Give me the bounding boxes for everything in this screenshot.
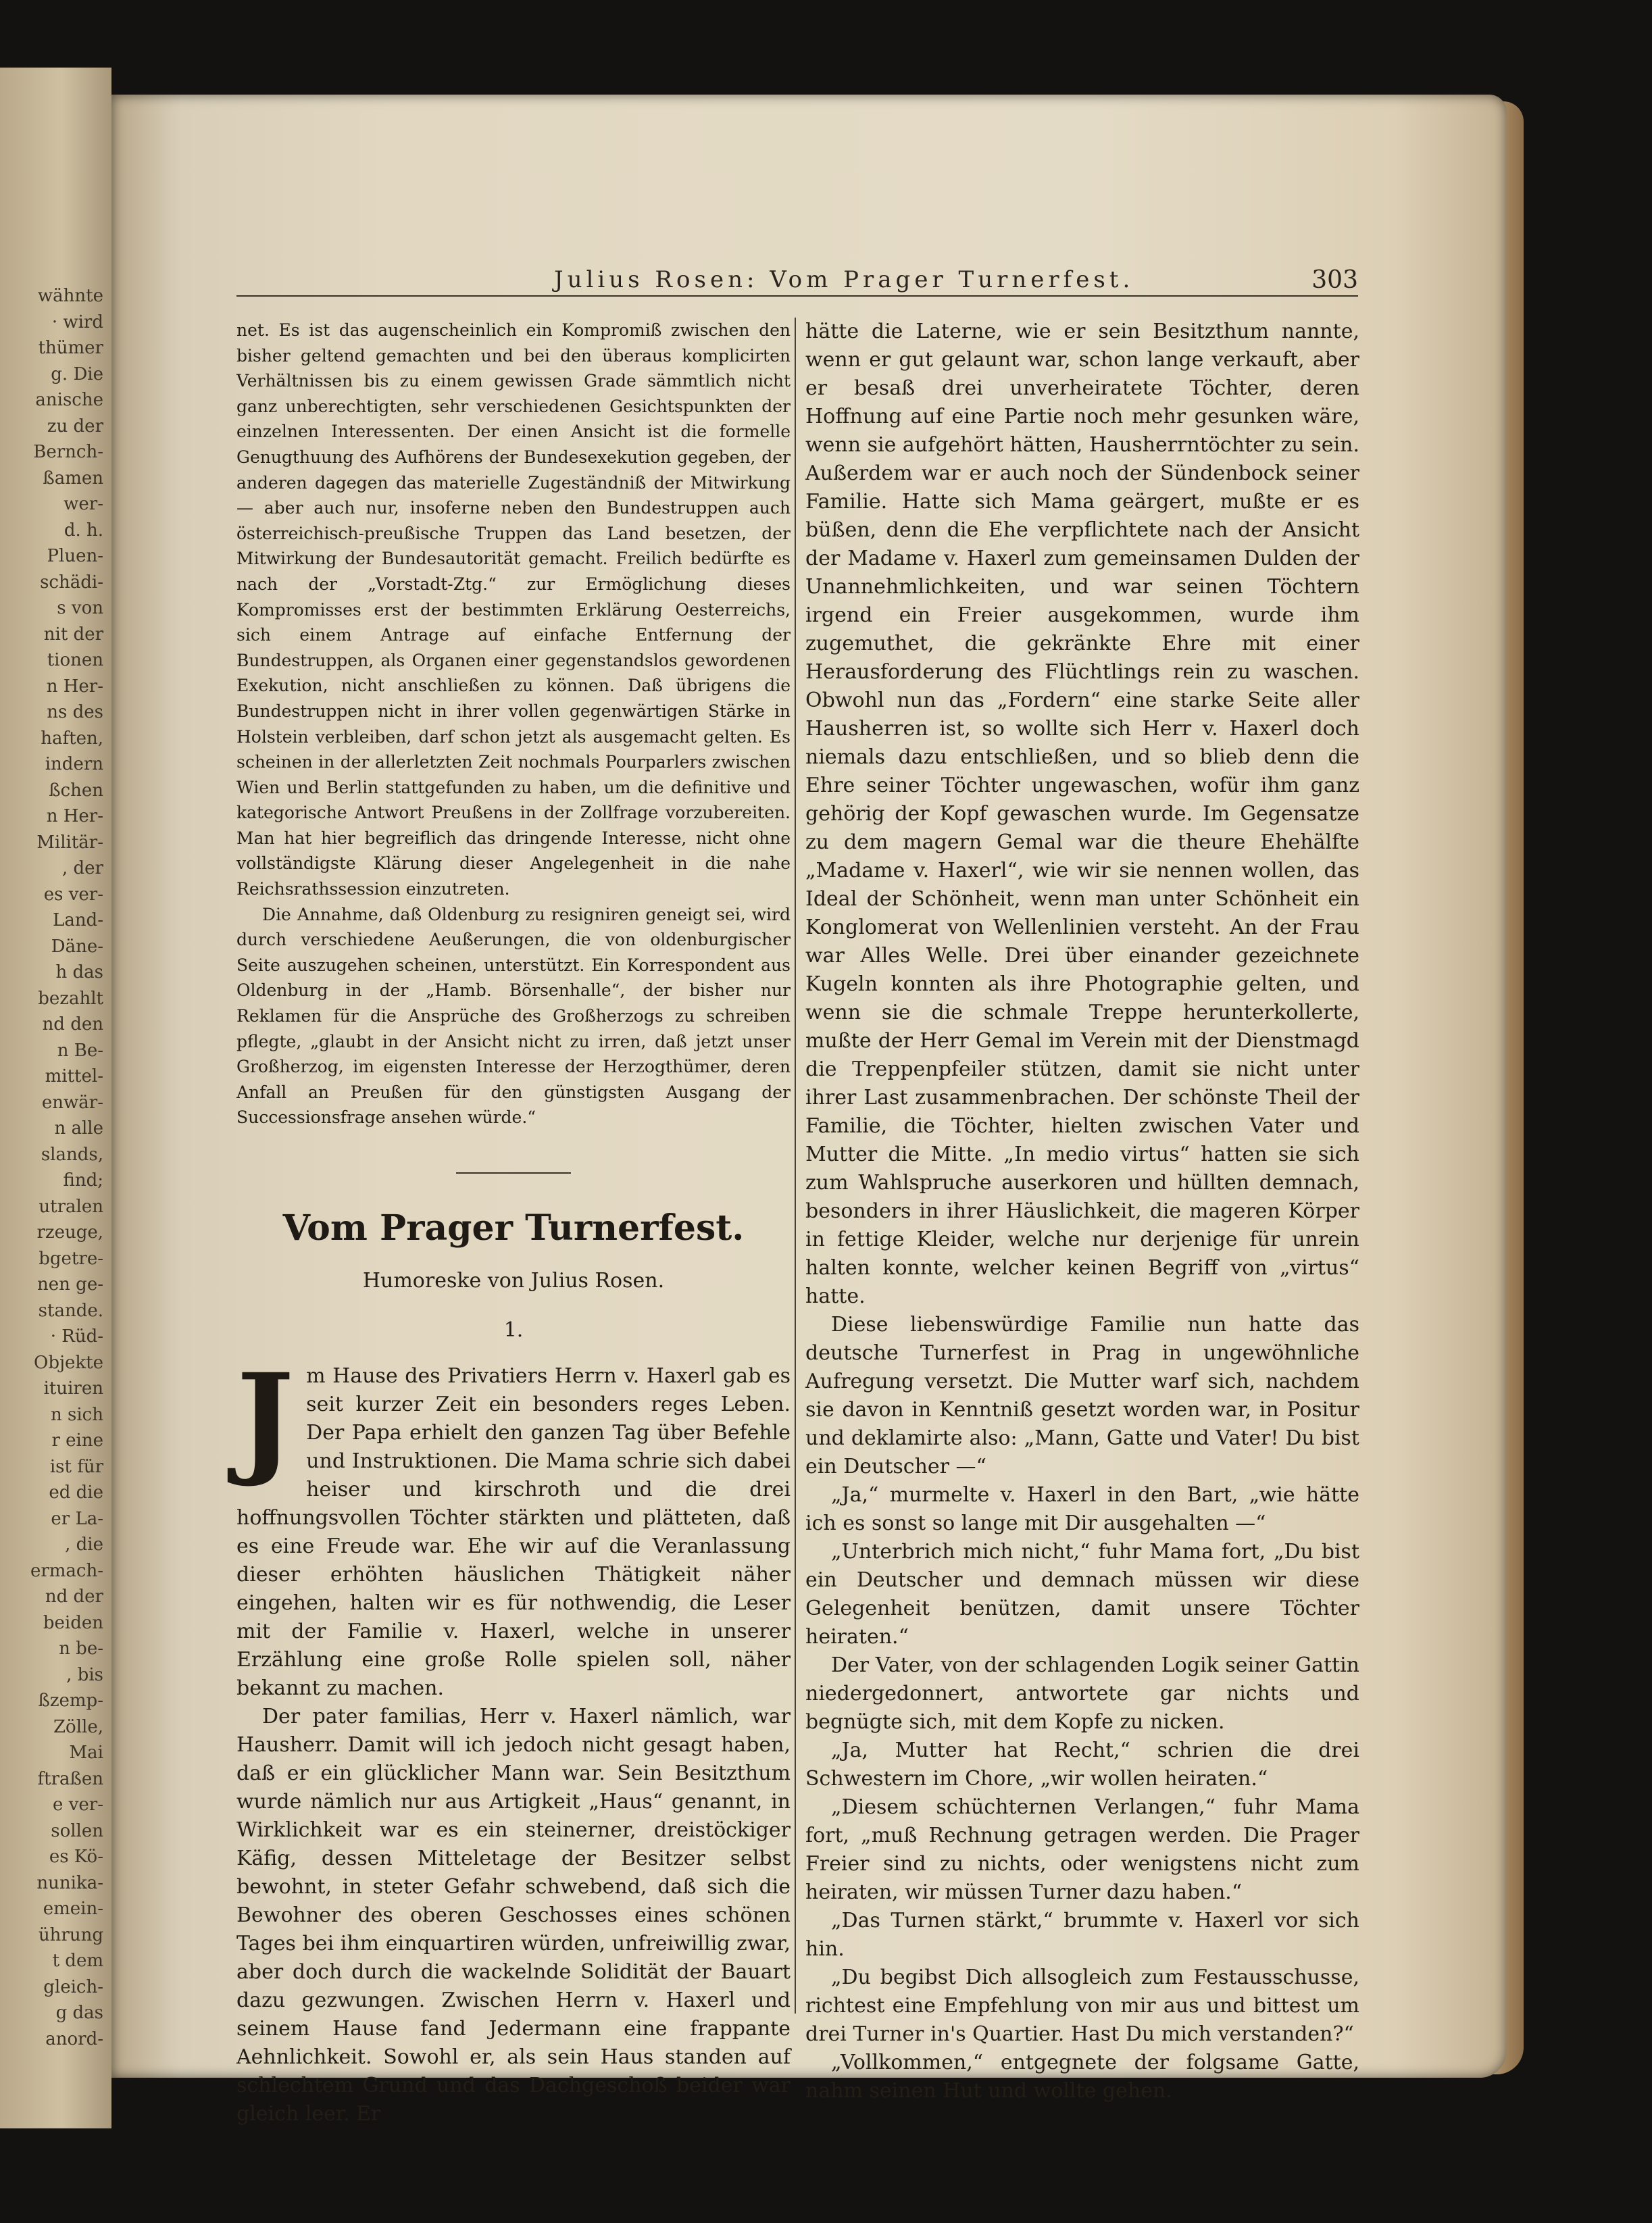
left-page-fragment: wähnte	[37, 286, 103, 306]
left-page-fragment: zu der	[47, 416, 103, 436]
left-page-fragment: utralen	[39, 1196, 103, 1217]
dialogue-paragraph: „Ja,“ murmelte v. Haxerl in den Bart, „wie hätte ich es sonst so lange mit Dir ausgehalten —“	[805, 1483, 1359, 1535]
left-page-fragment: wer-	[64, 494, 103, 514]
left-page-fragment: e ver-	[53, 1795, 103, 1815]
left-page-fragment: nit der	[43, 624, 103, 645]
story-paragraph: Der Vater, von der schlagenden Logik seiner Gattin niedergedonnert, antwortete gar nichts und begnügte sich, mit dem Kopfe zu nicken.	[805, 1653, 1359, 1734]
left-page-fragment: , der	[62, 858, 103, 878]
left-page-fragment: n alle	[54, 1118, 103, 1139]
left-page-fragment: es Kö-	[49, 1847, 103, 1867]
left-page-fragment: · Rüd-	[50, 1326, 103, 1347]
page-number: 303	[1311, 266, 1358, 294]
drop-cap: J	[236, 1347, 295, 1490]
left-page-fragment: ßzemp-	[38, 1691, 103, 1711]
left-page-fragment: ns des	[47, 702, 103, 722]
left-page-fragment: Zölle,	[53, 1716, 103, 1737]
section-divider	[456, 1172, 571, 1174]
left-page-fragment: bgetre-	[39, 1248, 103, 1269]
left-page-fragment: n Be-	[57, 1040, 103, 1061]
left-page-fragment: ßchen	[49, 780, 103, 801]
left-page-edge	[0, 68, 111, 2128]
running-title: Julius Rosen: Vom Prager Turnerfest.	[554, 266, 1134, 293]
left-page-fragment: emein-	[43, 1899, 103, 1919]
dialogue-paragraph: „Ja, Mutter hat Recht,“ schrien die drei Schwestern im Chore, „wir wollen heiraten.“	[805, 1739, 1359, 1791]
left-page-fragment: nd den	[42, 1014, 103, 1034]
story-paragraph: Diese liebenswürdige Familie nun hatte das deutsche Turnerfest in Prag in ungewöhnliche Aufregung versetzt. Die Mutter warf sich, nachdem sie davon in Kenntniß gesetzt worden war, in Positur und deklamirte also: „Mann, Gatte und Vater! Du bist ein Deutscher —“	[805, 1313, 1359, 1478]
left-page-fragment: ührung	[38, 1924, 103, 1945]
left-column	[236, 318, 791, 2128]
dialogue-paragraph: „Unterbrich mich nicht,“ fuhr Mama fort, „Du bist ein Deutscher und demnach müssen wir diese Gelegenheit benützen, damit unsere Töchter heiraten.“	[805, 1540, 1359, 1649]
article-subtitle: Humoreske von Julius Rosen.	[362, 1269, 665, 1293]
left-page-fragment: s von	[57, 598, 103, 618]
left-page-fragment: rzeuge,	[36, 1222, 103, 1243]
section-number: 1.	[503, 1318, 524, 1342]
story-paragraph	[236, 1347, 791, 1703]
left-page-fragment: tionen	[47, 650, 103, 670]
left-page-fragment: mittel-	[45, 1066, 103, 1086]
left-page-fragment: Land-	[53, 910, 103, 930]
story-text: m Hause des Privatiers Herrn v. Haxerl gab es seit kurzer Zeit ein besonders reges Leben. Der Papa erhielt den ganzen Tag über Befehle und Instruktionen. Die Mama schrie sich dabei heiser und kirschroth und die drei hoffnungsvollen Töchter stärkten und plätteten, daß es eine Freude war. Ehe wir auf die Veranlassung dieser erhöhten häuslichen Thätigkeit näher eingehen, halten wir es für nothwendig, die Leser mit der Familie v. Haxerl, welche in unserer Erzählung eine große Rolle spielen soll, näher bekannt zu machen.	[236, 1364, 791, 1700]
column-divider	[795, 318, 796, 2014]
left-page-fragment: h das	[55, 962, 103, 982]
header-rule	[236, 295, 1358, 297]
left-page-fragment: Mai	[69, 1743, 103, 1763]
right-column	[805, 318, 1359, 2105]
dialogue-paragraph: „Vollkommen,“ entgegnete der folgsame Gatte, nahm seinen Hut und wollte gehen.	[805, 2051, 1359, 2103]
news-paragraph: Die Annahme, daß Oldenburg zu resigniren geneigt sei, wird durch verschiedene Aeußerungen, die von oldenburgischer Seite auszugehen scheinen, unterstützt. Ein Korrespondent aus Oldenburg in der „Hamb. Börsenhalle“, der bisher nur Reklamen für die Ansprüche des Großherzogs zu schreiben pflegte, „glaubt in der Ansicht nicht zu irren, daß jetzt unser Großherzog, im eigensten Interesse der Herzogthümer, deren Anfall an Preußen für den günstigsten Ausgang der Successionsfrage ansehen würde.“	[236, 904, 791, 1128]
left-page-fragment: schädi-	[40, 572, 103, 593]
left-page-fragment: t dem	[52, 1951, 103, 1971]
left-page-fragment: ed die	[49, 1482, 103, 1503]
left-page-fragment: nd der	[45, 1587, 103, 1607]
left-page-fragment: anische	[35, 390, 103, 410]
left-page-fragment: , die	[65, 1534, 103, 1555]
left-page-fragment: n Her-	[46, 806, 103, 826]
left-page-fragment: slands,	[41, 1144, 103, 1165]
left-page-fragment: indern	[45, 754, 103, 774]
left-page-fragment: d. h.	[64, 520, 103, 541]
left-page-fragment: g das	[55, 2003, 103, 2023]
left-page-fragment: find;	[63, 1170, 103, 1191]
left-page-fragment: Däne-	[51, 936, 103, 957]
left-page-fragment: enwär-	[41, 1092, 103, 1113]
left-page-fragment: ermach-	[30, 1560, 103, 1581]
left-page-fragment: ituiren	[43, 1378, 103, 1399]
left-page-fragment: ßamen	[43, 468, 103, 489]
left-page-fragment: r eine	[51, 1430, 103, 1451]
left-page-fragment: g. Die	[51, 364, 103, 384]
dialogue-paragraph: „Das Turnen stärkt,“ brummte v. Haxerl vor sich hin.	[805, 1909, 1359, 1961]
left-page-fragment: gleich-	[43, 1976, 103, 1997]
left-page-fragment: n be-	[59, 1639, 103, 1659]
left-page-fragment: Militär-	[36, 832, 103, 853]
story-body	[236, 1347, 791, 2128]
left-page-fragment: thümer	[38, 338, 103, 358]
left-page-fragment: anord-	[45, 2028, 103, 2049]
dialogue-paragraph: „Du begibst Dich allsogleich zum Festausschusse, richtest eine Empfehlung von mir aus und bittest um drei Turner in's Quartier. Hast Du mich verstanden?“	[805, 1966, 1359, 2046]
news-section	[236, 318, 791, 1130]
left-page-fragment: Objekte	[34, 1352, 103, 1373]
dialogue-paragraph: „Diesem schüchternen Verlangen,“ fuhr Mama fort, „muß Rechnung getragen werden. Die Prager Freier sind zu nichts, oder wenigstens nicht zum heiraten, wir müssen Turner dazu haben.“	[805, 1795, 1359, 1904]
article-title: Vom Prager Turnerfest.	[282, 1207, 745, 1249]
story-paragraph: hätte die Laterne, wie er sein Besitzthum nannte, wenn er gut gelaunt war, schon lange verkauft, aber er besaß drei unverheiratete Töchter, deren Hoffnung auf eine Partie noch mehr gesunken wäre, wenn sie aufgehört hätten, Hausherrntöchter zu sein. Außerdem war er auch noch der Sündenbock seiner Familie. Hatte sich Mama geärgert, mußte er es büßen, denn die Ehe verpflichtete nach der Ansicht der Madame v. Haxerl zum gemeinsamen Dulden der Unannehmlichkeiten, und war seinen Töchtern irgend ein Freier ausgekommen, wurde ihm zugemuthet, die gekränkte Ehre mit einer Herausforderung des Flüchtlings rein zu waschen. Obwohl nun das „Fordern“ eine starke Seite aller Hausherren ist, so wollte sich Herr v. Haxerl doch niemals dazu entschließen, und so blieb denn die Ehre seiner Töchter ungewaschen, wofür ihm ganz gehörig der Kopf gewaschen wurde. Im Gegensatze zu dem magern Gemal war die theure Ehehälfte „Madame v. Haxerl“, wie wir sie nennen wollen, das Ideal der Schönheit, wenn man unter Schönheit ein Konglomerat von Wellenlinien versteht. An der Frau war Alles Welle. Drei über einander gezeichnete Kugeln konnten als ihre Photographie gelten, und wenn sie die schmale Treppe herunterkollerte, mußte der Herr Gemal im Verein mit der Dienstmagd die Treppenpfeiler stützen, damit sie nicht unter ihrer Last zusammenbrachen. Der schönste Theil der Familie, die Töchter, hielten zwischen Vater und Mutter die Mitte. „In medio virtus“ hatten sie sich zum Wahlspruche auserkoren und hüllten demnach, besonders in ihrer Häuslichkeit, die mageren Körper in fettige Kleider, welche nur derjenige für unrein halten konnte, welcher keinen Begriff von „virtus“ hatte.	[805, 320, 1359, 1308]
left-page-fragment: Bernch-	[33, 442, 103, 462]
left-page-fragment: Pluen-	[47, 546, 103, 566]
left-page-fragment: haften,	[41, 728, 103, 749]
left-page-fragment: er La-	[51, 1508, 103, 1529]
left-page-fragment: ftraßen	[37, 1768, 103, 1789]
left-page-fragment: sollen	[51, 1820, 103, 1841]
left-page-fragment: · wird	[51, 311, 103, 332]
left-page-fragment: es ver-	[43, 884, 103, 905]
left-page-fragment: nen ge-	[37, 1274, 103, 1295]
news-paragraph: net. Es ist das augenscheinlich ein Kompromiß zwischen den bisher geltend gemachten und bei den überaus komplicirten Verhältnissen bis zu einem gewissen Grade sämmtlich nicht ganz unberechtigten, sehr verschiedenen Gesichtspunkten der einzelnen Interessenten. Der einen Ansicht ist die formelle Genugthuung des Aufhörens der Bundesexekution gegeben, der anderen dagegen das materielle Zugeständniß der Mitwirkung — aber auch nur, insoferne neben den Bundestruppen auch österreichisch-preußische Truppen das Land besetzen, der Mitwirkung der Bundesautorität gemacht. Freilich bedürfte es nach der „Vorstadt-Ztg.“ zur Ermöglichung dieses Kompromisses erst der bestimmten Erklärung Oesterreichs, sich einem Antrage auf einfache Entfernung der Bundestruppen, als Organen einer gegenstandslos gewordenen Exekution, nicht anschließen zu können. Daß übrigens die Bundestruppen nicht in ihrer vollen gegenwärtigen Stärke in Holstein verbleiben, darf schon jetzt als ausgemacht gelten. Es scheinen in der allerletzten Zeit nochmals Pourparlers zwischen Wien und Berlin stattgefunden zu haben, um die definitive und kategorische Antwort Preußens in der Zollfrage vorzubereiten. Man hat hier begreiflich das dringende Interesse, nicht ohne vollständigste Klärung dieser Angelegenheit in die nahe Reichsrathssession einzutreten.	[236, 320, 791, 899]
running-head	[236, 257, 1358, 304]
left-page-fragment: ist für	[49, 1456, 103, 1477]
left-page-fragment: nunika-	[36, 1872, 103, 1893]
left-page-fragment: beiden	[43, 1612, 103, 1633]
left-page-fragment: bezahlt	[38, 988, 103, 1009]
left-page-fragment: n Her-	[46, 676, 103, 697]
left-page-fragment: n sich	[51, 1404, 103, 1425]
left-page-fragment: , bis	[66, 1664, 103, 1685]
left-page-fragment: stande.	[38, 1300, 103, 1321]
story-paragraph: Der pater familias, Herr v. Haxerl nämlich, war Hausherr. Damit will ich jedoch nicht gesagt haben, daß er ein glücklicher Mann war. Sein Besitzthum wurde nämlich nur aus Artigkeit „Haus“ genannt, in Wirklichkeit war es ein steinerner, dreistöckiger Käfig, dessen Mitteletage der Besitzer selbst bewohnt, in steter Gefahr schwebend, daß sich die Bewohner des oberen Geschosses eines schönen Tages bei ihm einquartiren würden, unfreiwillig zwar, aber doch durch die wackelnde Solidität der Bauart dazu gezwungen. Zwischen Herrn v. Haxerl und seinem Hause fand Jedermann eine frappante Aehnlichkeit. Sowohl er, als sein Haus standen auf schlechtem Grund und das Dachgeschoß beider war gleich leer. Er	[236, 1705, 791, 2126]
